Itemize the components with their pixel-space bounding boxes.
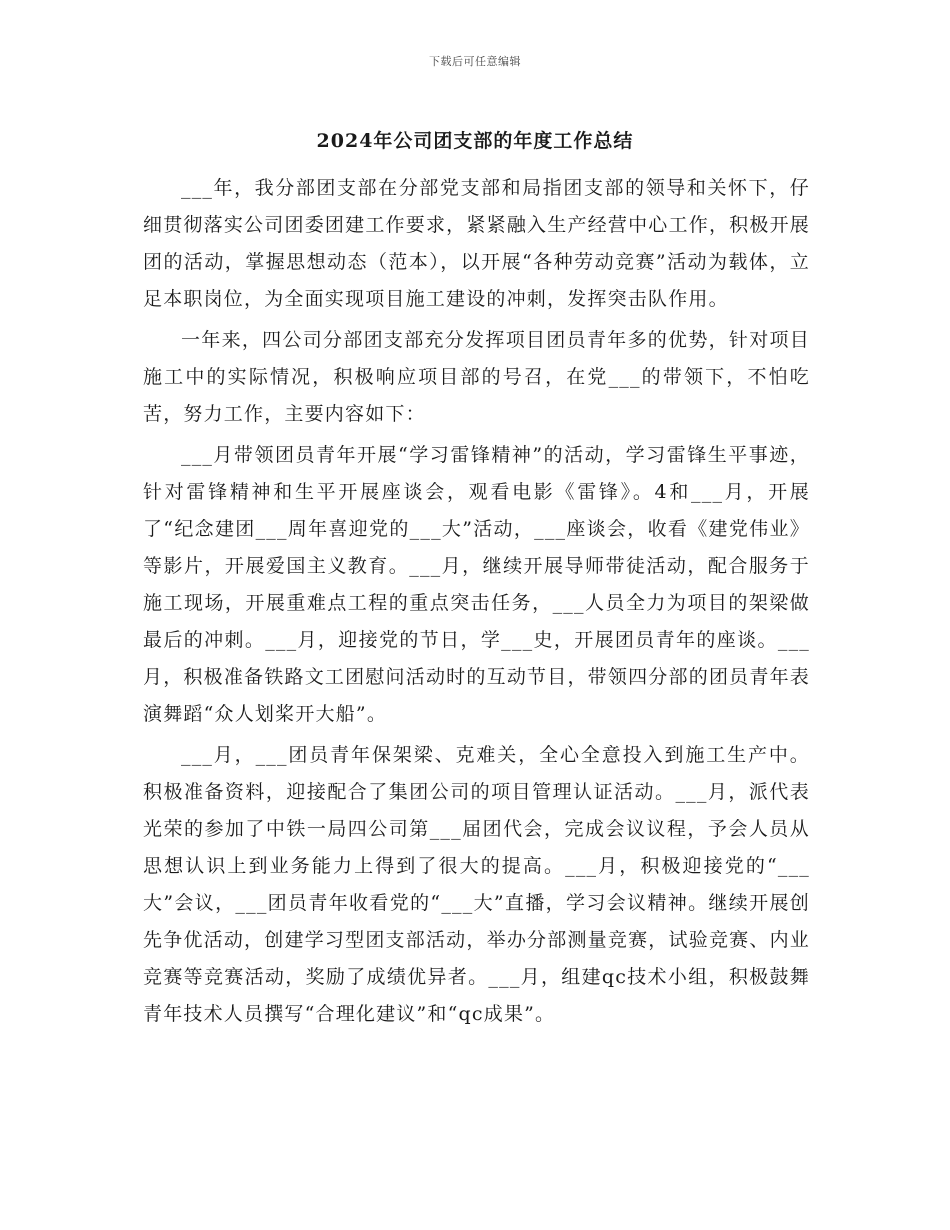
document-body — [143, 170, 810, 1037]
paragraph-1: ___年，我分部团支部在分部党支部和局指团支部的领导和关怀下，仔细贯彻落实公司团委团建工作要求，紧紧融入生产经营中心工作，积极开展团的活动，掌握思想动态（范本），以开展“各种劳动竞赛”活动为载体，立足本职岗位，为全面实现项目施工建设的冲刺，发挥突击队作用。 — [143, 177, 810, 310]
paragraph-3: ___月带领团员青年开展“学习雷锋精神”的活动，学习雷锋生平事迹，针对雷锋精神和生平开展座谈会，观看电影《雷锋》。4和___月，开展了“纪念建团___周年喜迎党的___大”活动，___座谈会，收看《建党伟业》等影片，开展爱国主义教育。___月，继续开展导师带徒活动，配合服务于施工现场，开展重难点工程的重点突击任务，___人员全力为项目的架梁做最后的冲刺。___月，迎接党的节日，学___史，开展团员青年的座谈。___月，积极准备铁路文工团慰问活动时的互动节目，带领四分部的团员青年表演舞蹈“众人划桨开大船”。 — [143, 444, 810, 725]
paragraph-2: 一年来，四公司分部团支部充分发挥项目团员青年多的优势，针对项目施工中的实际情况，积极响应项目部的号召，在党___的带领下，不怕吃苦，努力工作，主要内容如下： — [143, 329, 810, 425]
paragraph-4: ___月，___团员青年保架梁、克难关，全心全意投入到施工生产中。积极准备资料，迎接配合了集团公司的项目管理认证活动。___月，派代表光荣的参加了中铁一局四公司第___届团代会，完成会议议程，予会人员从思想认识上到业务能力上得到了很大的提高。___月，积极迎接党的“___大”会议，___团员青年收看党的“___大”直播，学习会议精神。继续开展创先争优活动，创建学习型团支部活动，举办分部测量竞赛，试验竞赛、内业竞赛等竞赛活动，奖励了成绩优异者。___月，组建qc技术小组，积极鼓舞青年技术人员撰写“合理化建议”和“qc成果”。 — [143, 744, 810, 1025]
page-header-note: 下载后可任意编辑 — [429, 55, 521, 68]
document-title: 2024年公司团支部的年度工作总结 — [316, 130, 634, 152]
